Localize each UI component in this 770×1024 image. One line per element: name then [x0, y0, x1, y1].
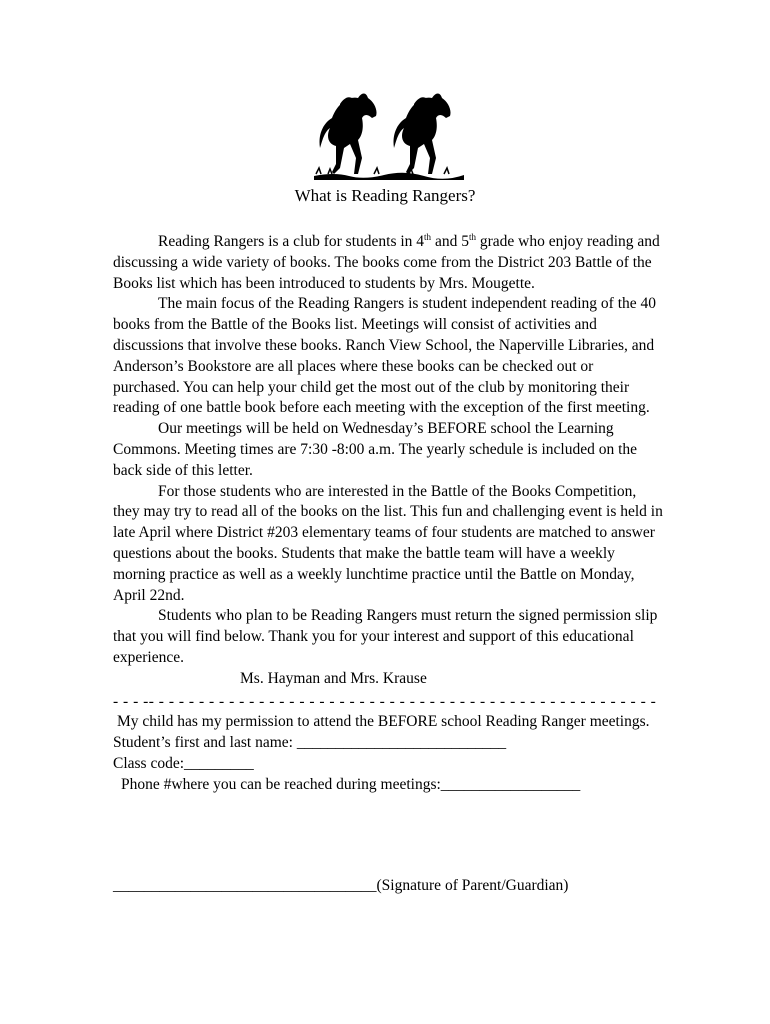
cut-line: - - - -- - - - - - - - - - - - - - - - - - - - - - - - - - - - - - - - - - - - - - - - - - - - - - - - - - - [113, 692, 657, 710]
class-code-field[interactable]: Class code:_________ [113, 754, 254, 772]
paragraph-main-focus: The main focus of the Reading Rangers is student independent reading of the 40 books from the Battle of the Books list. Meetings will consist of activities and discussions that involve these books. Ranch View School, the Naperville Libraries, and Anderson’s Bookstore are all places where these books can be checked out or purchased. You can help your child get the most out of the club by monitoring their reading of one battle book before each meeting with the exception of the first meeting. [113, 295, 657, 417]
phone-field[interactable]: Phone #where you can be reached during meetings:__________________ [121, 775, 581, 793]
paragraph-meetings: Our meetings will be held on Wednesday’s BEFORE school the Learning Commons. Meeting times are 7:30 -8:00 a.m. The yearly schedule is included on the back side of this letter. [113, 420, 638, 479]
running-horses-icon [314, 88, 464, 184]
signoff: Ms. Hayman and Mrs. Krause [240, 669, 427, 687]
permission-statement: My child has my permission to attend the BEFORE school Reading Ranger meetings. Student’s first and last name: ___________________________ [113, 713, 650, 752]
paragraph-permission: Students who plan to be Reading Rangers must return the signed permission slip that you will find below. Thank you for your interest and support of this educational experience. [113, 607, 658, 666]
signature-field[interactable]: __________________________________(Signature of Parent/Guardian) [113, 877, 569, 894]
paragraph-intro: Reading Rangers is a club for students in 4th and 5th grade who enjoy reading and discussing a wide variety of books. The books come from the District 203 Battle of the Books list which has been introduced to students by Mrs. Mougette. [113, 231, 660, 292]
page-title: What is Reading Rangers? [294, 186, 476, 205]
letter-body [113, 232, 663, 796]
paragraph-competition: For those students who are interested in the Battle of the Books Competition, they may try to read all of the books on the list. This fun and challenging event is held in late April where District #203 elementary teams of four students are matched to answer questions about the books. Students that make the battle team will have a weekly morning practice as well as a weekly lunchtime practice until the Battle on Monday, April 22nd. [113, 482, 663, 604]
